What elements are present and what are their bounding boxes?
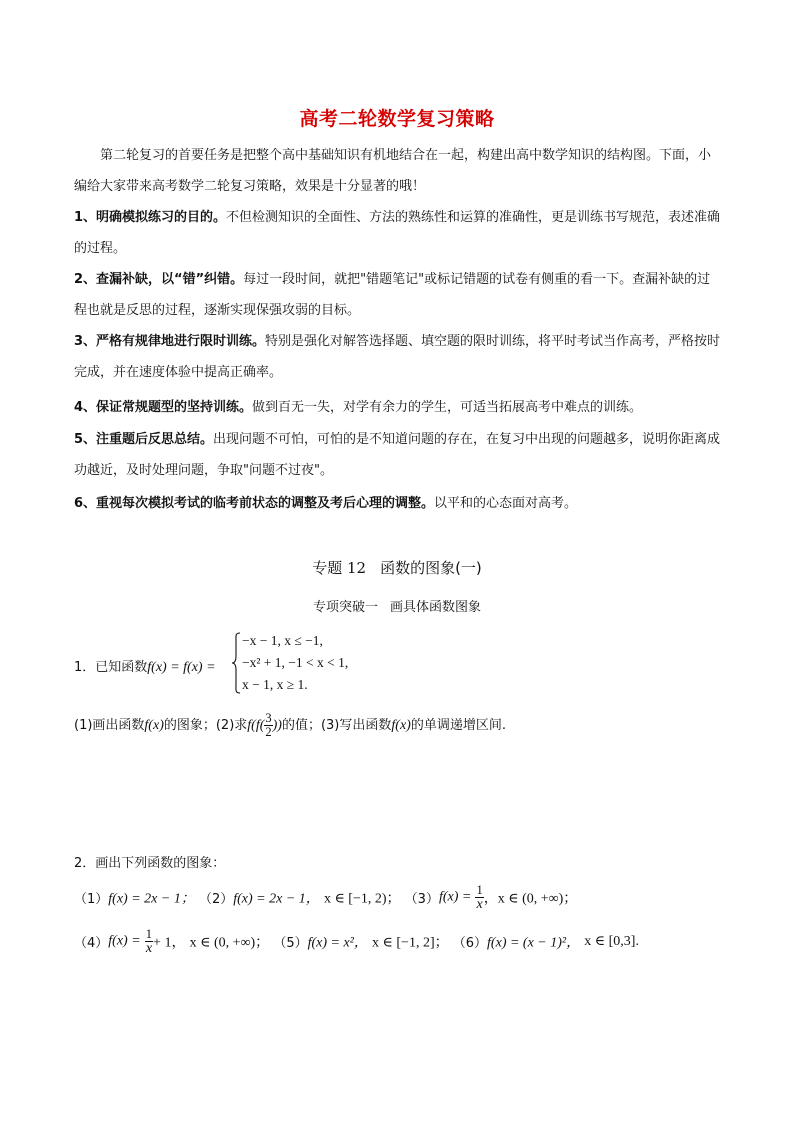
item-3-fraction (475, 884, 483, 911)
case-2: −x² + 1, −1 < x < 1, (242, 655, 349, 670)
item-4-label: （4） (74, 936, 109, 951)
case-3: x − 1, x ≥ 1. (242, 677, 308, 692)
item-3-domain: ，x ∈ (0, +∞)； (483, 891, 578, 907)
item-2-domain: x ∈ [−1, 2)； (323, 891, 401, 907)
strategy-6-heading: 6、重视每次模拟考试的临考前状态的调整及考后心理的调整。 (74, 496, 435, 511)
strategy-4-text: 做到百无一失，对学有余力的学生，可适当拓展高考中难点的训练。 (252, 400, 643, 415)
question-2-row-1 (74, 884, 577, 911)
item-4-domain: x ∈ (0, +∞)； (189, 935, 270, 951)
item-3-denominator: x (476, 897, 483, 912)
item-2-label: （2） (198, 892, 234, 907)
page-title: 高考二轮数学复习策略 (299, 108, 495, 130)
item-1-label: （1） (74, 892, 109, 907)
item-6-expr: f(x) = (x − 1)²， (487, 935, 581, 951)
strategy-6-text: 以平和的心态面对高考。 (434, 496, 578, 511)
item-3-numerator: 1 (476, 883, 483, 897)
question-1 (74, 630, 720, 700)
task-ff-open: f(f( (247, 718, 265, 733)
question-2-row-2 (74, 928, 639, 955)
strategy-1-heading: 1、明确模拟练习的目的。 (74, 210, 227, 225)
item-6-label: （6） (452, 936, 488, 951)
fraction-three-halves (264, 712, 272, 739)
task-text-3: 的值；(3)写出函数 (281, 718, 392, 733)
strategy-3-text: 特别是强化对解答选择题、填空题的限时训练，将平时考试当作高考，严格按时完成，并在速度体验中提高正确率。 (74, 334, 721, 380)
strategy-2-heading: 2、查漏补缺，以“错”纠错。 (74, 272, 244, 287)
question-1-tasks (74, 712, 720, 739)
piecewise-brace-icon (231, 632, 241, 694)
strategy-4-heading: 4、保证常规题型的坚持训练。 (74, 400, 253, 415)
item-3-expr: f(x) = (438, 889, 472, 905)
intro-paragraph: 第二轮复习的首要任务是把整个高中基础知识有机地结合在一起，构建出高中数学知识的结构图。下面，小编给大家带来高考数学二轮复习策略，效果是十分显著的哦！ (74, 148, 712, 194)
task-text-2: 的图象；(2)求 (163, 718, 248, 733)
strategy-3-heading: 3、严格有规律地进行限时训练。 (74, 334, 266, 349)
piecewise-cases (242, 630, 348, 696)
item-5-label: （5） (273, 936, 308, 951)
case-1: −x − 1, x ≤ −1, (242, 633, 323, 648)
strategy-2 (74, 264, 722, 326)
item-1-expr: f(x) = 2x − 1； (108, 891, 195, 907)
strategy-5-text: 出现问题不可怕，可怕的是不知道问题的存在，在复习中出现的问题越多，说明你距离成功越近，及时处理问题，争取"问题不过夜"。 (74, 432, 721, 478)
item-2-expr: f(x) = 2x − 1， (233, 891, 320, 907)
item-4-denominator: x (145, 941, 153, 956)
item-6-domain: x ∈ [0,3]. (584, 934, 639, 949)
topic-heading (74, 557, 720, 578)
item-4-plus: + 1， (153, 935, 186, 951)
task-text-1: (1)画出函数 (74, 718, 145, 733)
topic-name: 函数的图象(一) (380, 559, 482, 577)
strategy-6 (74, 488, 722, 519)
strategy-4 (74, 392, 722, 423)
subtopic-label: 专项突破一 (312, 600, 378, 615)
item-5-domain: x ∈ [−1, 2]； (372, 935, 449, 951)
strategy-3 (74, 326, 722, 388)
question-1-prefix: 1．已知函数 (74, 660, 148, 675)
subtopic-title: 画具体函数图象 (390, 600, 482, 615)
strategy-5-heading: 5、注重题后反思总结。 (74, 432, 214, 447)
strategy-1 (74, 202, 722, 264)
task-text-4: 的单调递增区间. (410, 718, 506, 733)
topic-number: 专题 12 (312, 559, 367, 577)
fraction-numerator: 3 (265, 711, 272, 725)
task-fx-1: f(x) (144, 718, 164, 733)
subtopic-heading (74, 596, 720, 615)
item-3-label: （3） (404, 892, 439, 907)
question-1-lead (74, 656, 216, 676)
strategy-5 (74, 424, 722, 486)
item-4-expr: f(x) = (108, 933, 141, 949)
task-ff-close: )) (272, 718, 282, 733)
question-1-function: f(x) = f(x) = (147, 660, 216, 675)
strategy-1-text: 不但检测知识的全面性、方法的熟练性和运算的准确性，更是训练书写规范，表述准确的过程。 (74, 210, 721, 256)
item-4-fraction (145, 928, 153, 955)
strategy-2-text: 每过一段时间，就把"错题笔记"或标记错题的试卷有侧重的看一下。查漏补缺的过程也就是反思的过程，逐渐实现保强攻弱的目标。 (74, 272, 711, 318)
item-5-expr: f(x) = x²， (307, 935, 368, 951)
question-2-lead: 2．画出下列函数的图象： (74, 856, 226, 871)
item-4-numerator: 1 (145, 927, 153, 941)
task-fx-2: f(x) (391, 718, 411, 733)
fraction-denominator: 2 (265, 725, 272, 739)
